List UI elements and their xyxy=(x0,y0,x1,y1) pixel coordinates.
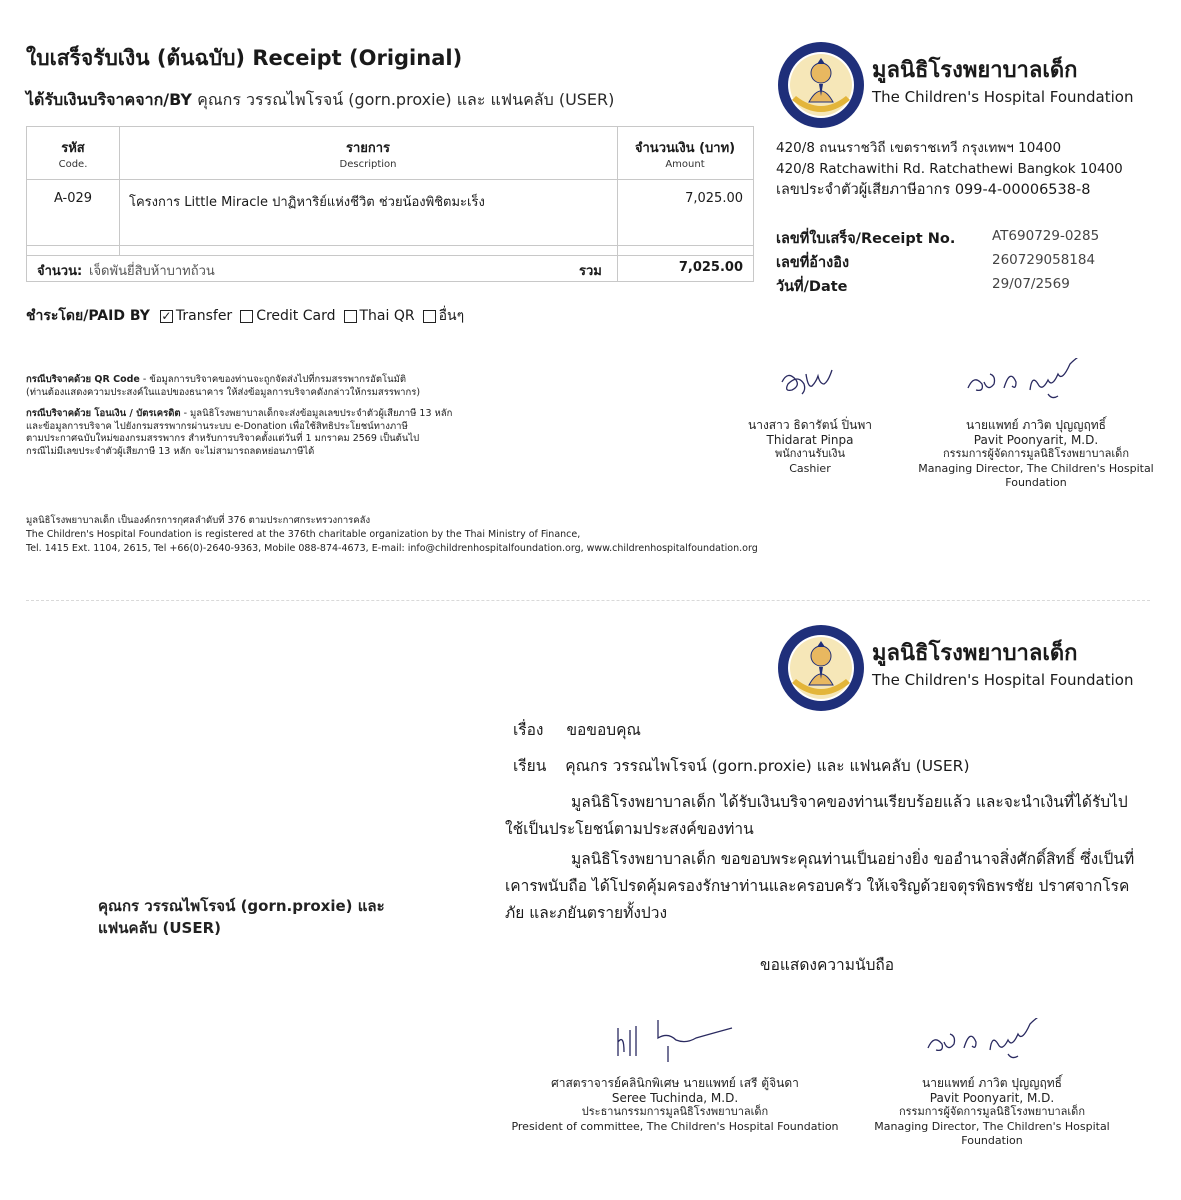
letter-to xyxy=(513,753,970,780)
donor-name: คุณกร วรรณไพโรจน์ (gorn.proxie) และ แฟนคลับ (USER) xyxy=(197,90,615,109)
org-name-en: The Children's Hospital Foundation xyxy=(872,88,1134,106)
director-letter-signature-icon xyxy=(920,1018,1060,1068)
header-desc-en: Description xyxy=(339,159,397,170)
director-letter-name-th: นายแพทย์ ภาวิต ปุญญฤทธิ์ xyxy=(922,1076,1062,1090)
letter-logo-block xyxy=(776,623,1136,713)
total-label: รวม xyxy=(579,264,602,279)
cashier-role-en: Cashier xyxy=(789,461,831,475)
president-signature-block xyxy=(510,1076,840,1134)
qr-note-text: - ข้อมูลการบริจาคของท่านจะถูกจัดส่งไปที่กรมสรรพากรอัตโนมัติ xyxy=(139,374,407,385)
paid-by xyxy=(26,305,472,327)
letter-org-name-th: มูลนิธิโรงพยาบาลเด็ก xyxy=(872,641,1078,666)
president-signature-icon xyxy=(610,1012,740,1068)
receipt-title: ใบเสร็จรับเงิน (ต้นฉบับ) Receipt (Original) xyxy=(26,46,463,70)
cashier-name-th: นางสาว ธิดารัตน์ ปิ่นพา xyxy=(748,418,872,432)
cashier-name-en: Thidarat Pinpa xyxy=(766,432,854,447)
receipt-no: AT690729-0285 xyxy=(992,228,1100,244)
qr-note xyxy=(26,374,526,399)
director-name-en: Pavit Poonyarit, M.D. xyxy=(973,432,1099,447)
tax-id: เลขประจำตัวผู้เสียภาษีอากร 099-4-00006538-8 xyxy=(776,182,1091,198)
ref-number: 260729058184 xyxy=(992,252,1096,268)
letter-subject xyxy=(513,717,641,744)
header-desc-th: รายการ xyxy=(345,141,391,156)
amount-text-label: จำนวน: xyxy=(37,264,83,279)
subject-label: เรื่อง xyxy=(513,721,544,739)
row-description: โครงการ Little Miracle ปาฏิหาริย์แห่งชีวิต ช่วยน้องพิชิตมะเร็ง xyxy=(129,195,485,210)
transfer-note-line2: และข้อมูลการบริจาค ไปยังกรมสรรพากรผ่านระบบ e-Donation เพื่อใช้สิทธิประโยชน์ทางภาษี xyxy=(26,420,408,432)
cashier-signature-icon xyxy=(776,360,846,400)
section-divider xyxy=(26,600,1150,601)
header-code-th: รหัส xyxy=(61,141,85,156)
footer-line2: The Children's Hospital Foundation is registered at the 376th charitable organization by the Thai Ministry of Finance, xyxy=(26,529,581,540)
transfer-checkbox: ✓ xyxy=(161,308,172,323)
director-role-en: Managing Director, The Children's Hospital Foundation xyxy=(918,461,1154,489)
director-signature-block xyxy=(918,418,1154,491)
org-address xyxy=(776,138,1166,201)
director-role-th: กรรมการผู้จัดการมูลนิธิโรงพยาบาลเด็ก xyxy=(942,447,1129,460)
subject-text: ขอขอบคุณ xyxy=(566,721,641,739)
letter-paragraph-2: มูลนิธิโรงพยาบาลเด็ก ขอขอบพระคุณท่านเป็นอย่างยิ่ง ขออำนาจสิ่งศักดิ์สิทธิ์ ซึ่งเป็นที่เคารพนับถือ ได้โปรดคุ้มครองรักษาท่านและครอบครัว ให้เจริญด้วยจตุรพิธพรชัย ปราศจากโรคภัย และภยันตรายทั้งปวง xyxy=(505,850,1135,922)
org-logo-block xyxy=(776,40,1136,130)
footer-line3: Tel. 1415 Ext. 1104, 2615, Tel +66(0)-2640-9363, Mobile 088-874-4673, E-mail: info@childrenhospitalfoundation.org, www.childrenhospitalfoundation.org xyxy=(26,543,758,554)
director-letter-role-th: กรรมการผู้จัดการมูลนิธิโรงพยาบาลเด็ก xyxy=(898,1105,1085,1118)
amount-text: เจ็ดพันยี่สิบห้าบาทถ้วน xyxy=(89,264,215,279)
director-letter-role-en: Managing Director, The Children's Hospital Foundation xyxy=(874,1119,1110,1147)
row-amount: 7,025.00 xyxy=(685,191,743,206)
address-en: 420/8 Ratchawithi Rd. Ratchathewi Bangkok 10400 xyxy=(776,161,1123,177)
thai-qr-label: Thai QR xyxy=(359,308,415,324)
to-label: เรียน xyxy=(513,757,547,775)
credit-card-label: Credit Card xyxy=(256,308,336,324)
transfer-note-line4: กรณีไม่มีเลขประจำตัวผู้เสียภาษี 13 หลัก จะไม่สามารถลดหย่อนภาษีได้ xyxy=(26,445,315,457)
other-label: อื่นๆ xyxy=(438,308,465,324)
foundation-logo-icon xyxy=(776,623,866,713)
header-amount-th: จำนวนเงิน (บาท) xyxy=(634,141,736,156)
receipt-date: 29/07/2569 xyxy=(992,276,1070,292)
header-code-en: Code. xyxy=(58,159,88,170)
org-name-th: มูลนิธิโรงพยาบาลเด็ก xyxy=(872,58,1078,83)
letter-recipient: คุณกร วรรณไพโรจน์ (gorn.proxie) และ แฟนคลับ (USER) xyxy=(98,897,385,937)
credit-card-checkbox xyxy=(240,310,253,323)
receipt-table xyxy=(26,126,754,282)
paid-by-label: ชำระโดย/PAID BY xyxy=(26,308,150,324)
donor-line xyxy=(26,88,614,113)
president-name-en: Seree Tuchinda, M.D. xyxy=(611,1090,739,1105)
receipt-no-label: เลขที่ใบเสร็จ/Receipt No. xyxy=(776,231,956,247)
ref-label: เลขที่อ้างอิง xyxy=(776,255,850,271)
address-th: 420/8 ถนนราชวิถี เขตราชเทวี กรุงเทพฯ 10400 xyxy=(776,140,1062,156)
footer-line1: มูลนิธิโรงพยาบาลเด็ก เป็นองค์กรการกุศลลำดับที่ 376 ตามประกาศกระทรวงการคลัง xyxy=(26,515,371,526)
row-code: A-029 xyxy=(53,191,93,206)
qr-note-title: กรณีบริจาคด้วย QR Code xyxy=(26,374,140,385)
foundation-logo-icon xyxy=(776,40,866,130)
president-name-th: ศาสตราจารย์คลินิกพิเศษ นายแพทย์ เสรี ตู้จินดา xyxy=(551,1076,799,1090)
director-letter-signature-block xyxy=(850,1076,1134,1149)
president-role-en: President of committee, The Children's Hospital Foundation xyxy=(511,1119,839,1133)
cashier-signature-block xyxy=(730,418,890,476)
from-label: ได้รับเงินบริจาคจาก/BY xyxy=(26,90,193,109)
date-label: วันที่/Date xyxy=(776,279,848,295)
letter-org-name-en: The Children's Hospital Foundation xyxy=(872,671,1134,689)
transfer-note-title: กรณีบริจาคด้วย โอนเงิน / บัตรเครดิต xyxy=(26,408,181,419)
header-amount-en: Amount xyxy=(665,159,705,170)
letter-closing: ขอแสดงความนับถือ xyxy=(760,956,895,974)
letter-paragraph-1: มูลนิธิโรงพยาบาลเด็ก ได้รับเงินบริจาคของท่านเรียบร้อยแล้ว และจะนำเงินที่ได้รับไปใช้เป็นประโยชน์ตามประสงค์ของท่าน xyxy=(505,793,1128,838)
transfer-note xyxy=(26,408,526,458)
total-amount: 7,025.00 xyxy=(678,260,743,275)
cashier-role-th: พนักงานรับเงิน xyxy=(774,447,846,460)
director-signature-icon xyxy=(960,358,1100,408)
director-name-th: นายแพทย์ ภาวิต ปุญญฤทธิ์ xyxy=(966,418,1106,432)
transfer-label: Transfer xyxy=(175,308,233,324)
director-letter-name-en: Pavit Poonyarit, M.D. xyxy=(929,1090,1055,1105)
president-role-th: ประธานกรรมการมูลนิธิโรงพยาบาลเด็ก xyxy=(581,1105,769,1118)
transfer-note-line3: ตามประกาศฉบับใหม่ของกรมสรรพากร สำหรับการบริจาคตั้งแต่วันที่ 1 มกราคม 2569 เป็นต้นไป xyxy=(26,433,420,444)
to-text: คุณกร วรรณไพโรจน์ (gorn.proxie) และ แฟนคลับ (USER) xyxy=(565,757,970,775)
other-checkbox xyxy=(423,310,436,323)
qr-note-text2: (ท่านต้องแสดงความประสงค์ในแอปของธนาคาร ให้ส่งข้อมูลการบริจาคดังกล่าวให้กรมสรรพากร) xyxy=(26,386,421,398)
org-footer xyxy=(26,514,826,556)
thai-qr-checkbox xyxy=(344,310,357,323)
transfer-note-line1: - มูลนิธิโรงพยาบาลเด็กจะส่งข้อมูลเลขประจำตัวผู้เสียภาษี 13 หลัก xyxy=(180,408,453,419)
